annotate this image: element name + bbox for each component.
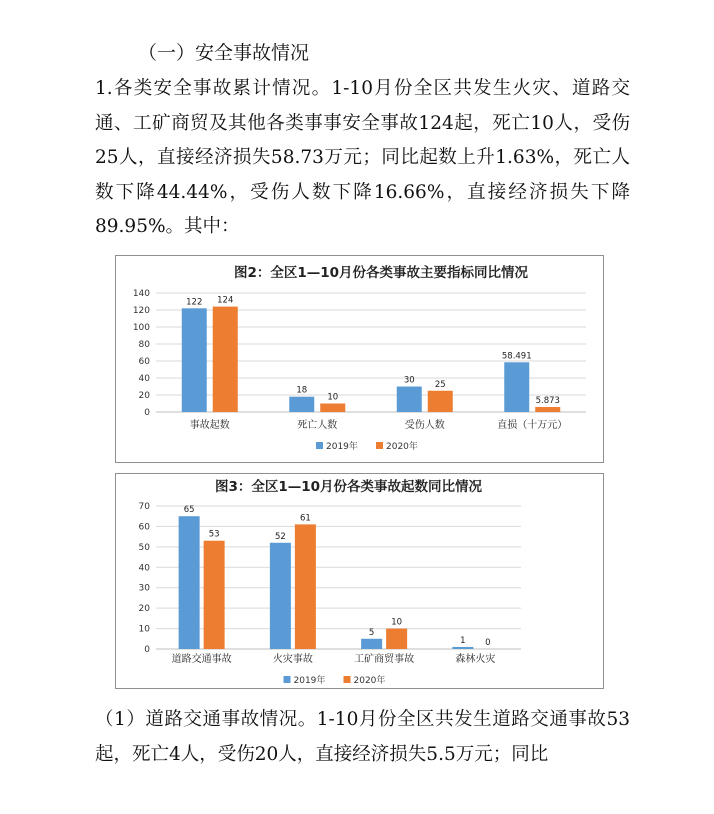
- chart2-ytick: 0: [144, 408, 150, 418]
- chart3-legend-swatch: [344, 676, 351, 683]
- chart3-bar-2019: [179, 516, 200, 649]
- chart2-ytick: 60: [138, 357, 150, 367]
- chart3-bar-2019: [452, 647, 473, 649]
- chart2-data-label: 124: [217, 295, 234, 306]
- chart2-bar-2019: [289, 397, 314, 412]
- chart3-category-label: 森林火灾: [455, 654, 496, 665]
- chart3-ytick: 30: [138, 583, 150, 594]
- chart3-ytick: 60: [138, 522, 150, 533]
- chart3-bar-2019: [270, 543, 291, 649]
- chart3-data-label: 1: [460, 635, 466, 646]
- chart3-ytick: 50: [138, 542, 150, 553]
- chart3-bar-2020: [295, 524, 316, 649]
- chart2-bar-2020: [213, 307, 238, 412]
- chart3-category-label: 火灾事故: [272, 654, 313, 665]
- chart2-bar-2019: [182, 308, 207, 412]
- chart3-bar-2020: [386, 629, 407, 649]
- chart2-category-label: 受伤人数: [404, 420, 445, 431]
- chart3-data-label: 5: [368, 627, 375, 638]
- chart3-title: 图3：全区1—10月份各类事故起数同比情况: [214, 479, 483, 495]
- chart2-data-label: 18: [296, 385, 308, 396]
- chart2-category-label: 死亡人数: [297, 420, 338, 431]
- chart3-legend-label: 2020年: [353, 676, 386, 686]
- chart2-ytick: 140: [132, 289, 150, 299]
- chart-accident-counts-svg: [116, 474, 603, 688]
- chart3-legend-swatch: [284, 676, 291, 683]
- chart-main-indicators-svg: [116, 256, 603, 462]
- chart-accident-counts: [115, 473, 604, 689]
- chart2-category-label: 直损（十万元）: [497, 420, 568, 431]
- chart2-data-label: 5.873: [535, 396, 560, 407]
- chart3-ytick: 40: [138, 563, 150, 574]
- chart2-ytick: 80: [138, 340, 150, 350]
- chart2-data-label: 30: [403, 375, 415, 386]
- chart2-bar-2020: [428, 391, 453, 412]
- chart2-legend-swatch: [316, 442, 323, 449]
- chart3-category-label: 道路交通事故: [171, 654, 232, 665]
- section-heading: （一）安全事故情况: [138, 42, 310, 64]
- chart2-ytick: 100: [132, 323, 150, 333]
- chart2-bar-2019: [397, 387, 422, 413]
- chart3-data-label: 65: [183, 505, 195, 516]
- chart2-title: 图2：全区1—10月份各类事故主要指标同比情况: [233, 265, 529, 281]
- chart2-bar-2019: [504, 362, 529, 412]
- chart2-bar-2020: [320, 404, 345, 413]
- chart3-bar-2020: [204, 541, 225, 649]
- chart3-data-label: 53: [208, 529, 220, 540]
- chart3-bar-2019: [361, 639, 382, 649]
- chart2-category-label: 事故起数: [189, 420, 230, 431]
- chart2-legend-label: 2019年: [326, 442, 358, 452]
- chart3-ytick: 0: [144, 645, 150, 655]
- chart3-data-label: 0: [485, 638, 491, 648]
- chart3-legend-label: 2019年: [293, 676, 326, 686]
- chart3-data-label: 52: [274, 531, 286, 542]
- chart2-data-label: 58.491: [501, 351, 532, 362]
- chart3-category-label: 工矿商贸事故: [354, 654, 415, 665]
- chart2-legend-swatch: [376, 442, 383, 449]
- chart2-data-label: 122: [186, 297, 203, 308]
- chart-main-indicators: [115, 255, 604, 463]
- chart2-ytick: 20: [138, 391, 150, 401]
- chart2-data-label: 25: [434, 379, 446, 390]
- chart2-legend-label: 2020年: [386, 442, 418, 452]
- chart2-ytick: 40: [138, 374, 150, 384]
- chart2-data-label: 10: [327, 392, 339, 403]
- chart3-ytick: 20: [138, 604, 150, 615]
- road-traffic-paragraph: （1）道路交通事故情况。1-10月份全区共发生道路交通事故53起，死亡4人，受伤20人，直接经济损失5.5万元；同比: [95, 709, 630, 765]
- summary-paragraph: 1.各类安全事故累计情况。1-10月份全区共发生火灾、道路交通、工矿商贸及其他各类事事安全事故124起，死亡10人，受伤25人，直接经济损失58.73万元；同比起数上升1.63%，死亡人数下降44.44%，受伤人数下降16.66%，直接经济损失下降89.95%。其中：: [95, 78, 630, 237]
- chart3-data-label: 10: [391, 617, 403, 628]
- chart3-ytick: 10: [138, 624, 150, 635]
- chart3-data-label: 61: [299, 513, 311, 524]
- chart2-ytick: 120: [132, 306, 150, 316]
- chart3-ytick: 70: [138, 502, 150, 512]
- chart2-bar-2020: [535, 407, 560, 412]
